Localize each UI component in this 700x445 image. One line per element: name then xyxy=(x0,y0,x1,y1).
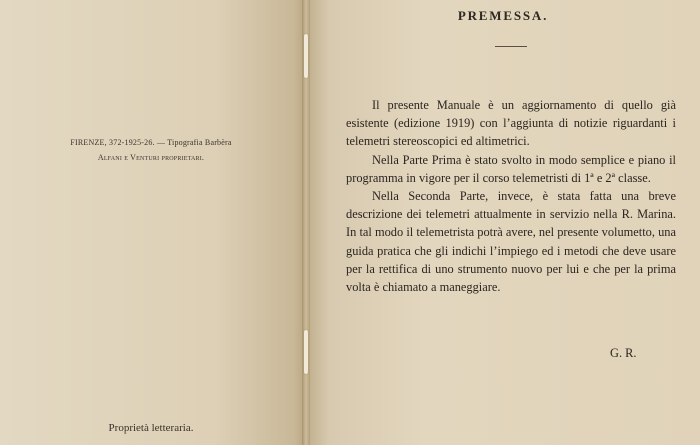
author-signature: G. R. xyxy=(610,346,637,360)
preface-body xyxy=(346,96,676,296)
binding-stitch-bottom xyxy=(304,330,308,374)
binding-stitch-top xyxy=(304,34,308,78)
title-divider xyxy=(495,46,527,47)
copyright-notice: Proprietà letteraria. xyxy=(108,422,194,434)
printer-imprint: FIRENZE, 372-1925-26. — Tipografia Barbèra xyxy=(70,138,232,147)
preface-paragraph-3: Nella Seconda Parte, invece, è stata fatta una breve descrizione dei telemetri attualmente in servizio nella R. Marina. In tal modo il telemetrista potrà avere, nel presente volumetto, una guida pratica che gli indichi l’impiego ed i metodi che deve usare per la rettifica di uno strumento nuovo per lui e che per la prima volta è chiamato a maneggiare. xyxy=(346,189,676,295)
publisher-imprint: Alfani e Venturi proprietari. xyxy=(97,153,205,162)
preface-paragraph-1: Il presente Manuale è un aggiornamento di quello già esistente (edizione 1919) con l’aggiunta di notizie riguardanti i telemetri stereoscopici ed altimetrici. xyxy=(346,98,676,149)
left-page xyxy=(0,0,306,445)
preface-paragraph-2: Nella Parte Prima è stato svolto in modo semplice e piano il programma in vigore per il corso telemetristi di 1ª e 2ª classe. xyxy=(346,152,676,185)
page-title: PREMESSA. xyxy=(457,8,549,23)
